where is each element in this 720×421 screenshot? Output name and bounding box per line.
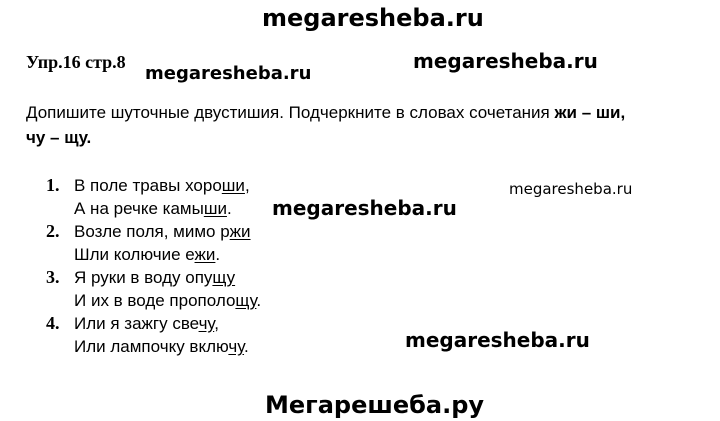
poem-line: Или я зажгу свечу, [74,314,219,333]
underlined-syllable: ши [203,199,227,218]
list-item [46,312,261,358]
poem-line: В поле травы хороши, [74,176,250,195]
item-number: 3. [46,267,60,287]
watermark: megaresheba.ru [145,63,312,84]
watermark: megaresheba.ru [272,196,457,220]
poem-line: Шли колючие ежи. [74,245,221,264]
poem-line: И их в воде прополощу. [74,291,262,310]
instruction-bold-zhi-shi: жи – ши, [554,103,626,122]
item-number: 1. [46,175,60,195]
item-number: 2. [46,221,60,241]
underlined-syllable: жи [229,222,251,241]
poem-line: Или лампочку включу. [74,337,249,356]
underlined-syllable: ши [221,176,245,195]
poem-line: А на речке камыши. [74,199,232,218]
watermark: megaresheba.ru [509,180,633,198]
watermark: megaresheba.ru [405,328,590,352]
list-item [46,220,261,266]
poem-line: Возле поля, мимо ржи [74,222,251,241]
instruction-bold-chu-shchu: чу – щу. [26,128,92,147]
underlined-syllable: чу [228,337,245,356]
underlined-syllable: щу [212,268,236,287]
list-item [46,174,261,220]
underlined-syllable: чу [198,314,215,333]
watermark-bottom: Мегарешеба.ру [265,391,485,419]
poem-line: Я руки в воду опущу [74,268,236,287]
exercise-instruction [26,100,696,150]
list-item [46,266,261,312]
underlined-syllable: жи [194,245,216,264]
watermark: megaresheba.ru [413,49,598,73]
underlined-syllable: щу [235,291,257,310]
exercise-title: Упр.16 стр.8 [26,52,126,72]
poem-list [46,174,261,358]
item-number: 4. [46,313,60,333]
watermark-top: megaresheba.ru [262,4,484,32]
instruction-text: Допишите шуточные двустишия. Подчеркните в словах сочетания [26,103,555,122]
